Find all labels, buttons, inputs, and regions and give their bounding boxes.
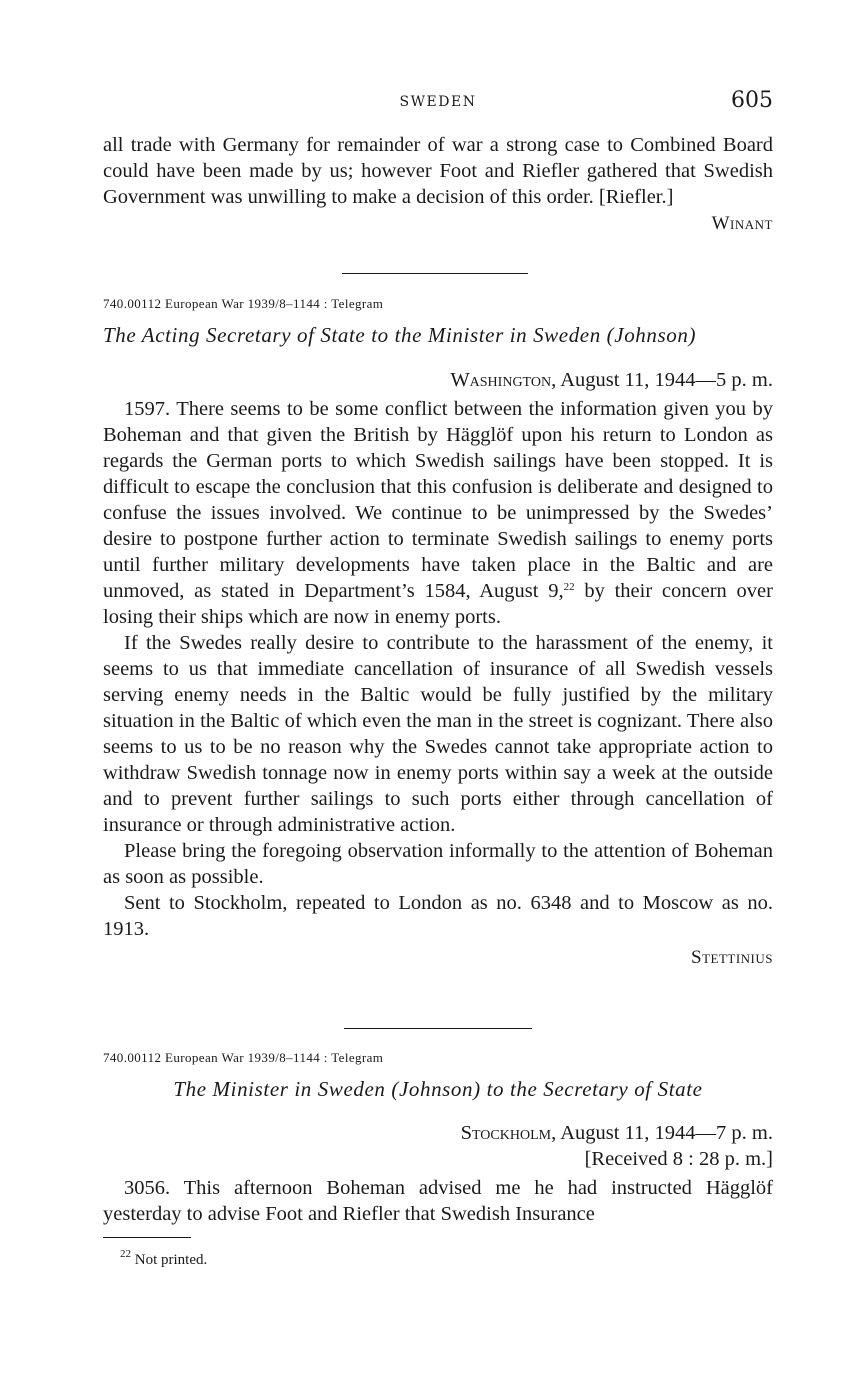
footnote-number: 22 <box>120 1248 131 1260</box>
footnote-text: Not printed. <box>131 1252 208 1268</box>
paragraph: If the Swedes really desire to contribute to the harassment of the enemy, it seems to us that immediate cancellation of insurance of all Swedish vessels serving enemy needs in the Baltic would be fully justified by the military situation in the Baltic of which even the man in the street is cognizant. There also seems to us to be no reason why the Swedes cannot take appropriate action to withdraw Swedish tonnage now in enemy ports within say a week at the outside and to prevent further sailings to such ports either through cancellation of insurance or through administrative action. <box>103 632 773 836</box>
paragraph-text: by their concern over losing their ships which are now in enemy ports. <box>103 580 773 628</box>
section-divider <box>342 273 528 274</box>
dateline-date: August 11, 1944—5 p. m. <box>556 369 773 391</box>
page-number: 605 <box>731 88 773 113</box>
document-title: The Acting Secretary of State to the Minister in Sweden (Johnson) <box>103 323 697 347</box>
received-note: [Received 8 : 28 p. m.] <box>584 1148 773 1170</box>
running-title: SWEDEN <box>399 94 477 110</box>
paragraph <box>103 396 773 630</box>
continuation-paragraph: all trade with Germany for remainder of war a strong case to Combined Board could have been made by us; however Foot and Riefler gathered that Swedish Government was unwilling to make a decision of this order. [Riefler.] <box>103 134 773 208</box>
paragraph: Please bring the foregoing observation informally to the attention of Boheman as soon as possible. <box>103 840 773 888</box>
signature-stettinius: Stettinius <box>691 947 773 968</box>
file-reference: 740.00112 European War 1939/8–1144 : Telegram <box>103 1050 384 1065</box>
signature-winant: Winant <box>711 213 773 234</box>
paragraph: Sent to Stockholm, repeated to London as no. 6348 and to Moscow as no. 1913. <box>103 892 773 940</box>
dateline-date: August 11, 1944—7 p. m. <box>556 1122 773 1144</box>
dateline-place: Stockholm, <box>460 1122 557 1144</box>
continuation-block <box>103 132 773 237</box>
paragraph-text: 1597. There seems to be some conflict between the information given you by Boheman and that given the British by Hägglöf upon his return to London as regards the German ports to which Swedish sailings have been stopped. It is difficult to escape the conclusion that this confusion is deliberate and designed to confuse the issues involved. We continue to be unimpressed by the Swedes’ desire to postpone further action to terminate Swedish sailings to enemy ports until further military developments have taken place in the Baltic and are unmoved, as stated in Department’s 1584, August 9, <box>103 398 773 602</box>
footnote-divider <box>103 1237 191 1238</box>
dateline-place: Washington, <box>450 369 557 391</box>
section-divider <box>344 1028 532 1029</box>
file-reference: 740.00112 European War 1939/8–1144 : Telegram <box>103 296 384 311</box>
telegram-body <box>103 396 773 971</box>
dateline <box>103 367 773 393</box>
paragraph: 3056. This afternoon Boheman advised me he had instructed Hägglöf yesterday to advise Foot and Riefler that Swedish Insurance <box>103 1177 773 1225</box>
page-header <box>103 88 773 118</box>
footnote-reference: 22 <box>563 581 575 593</box>
document-title: The Minister in Sweden (Johnson) to the Secretary of State <box>173 1077 703 1101</box>
footnote <box>120 1248 208 1269</box>
dateline <box>103 1120 773 1146</box>
telegram-body <box>103 1175 773 1227</box>
